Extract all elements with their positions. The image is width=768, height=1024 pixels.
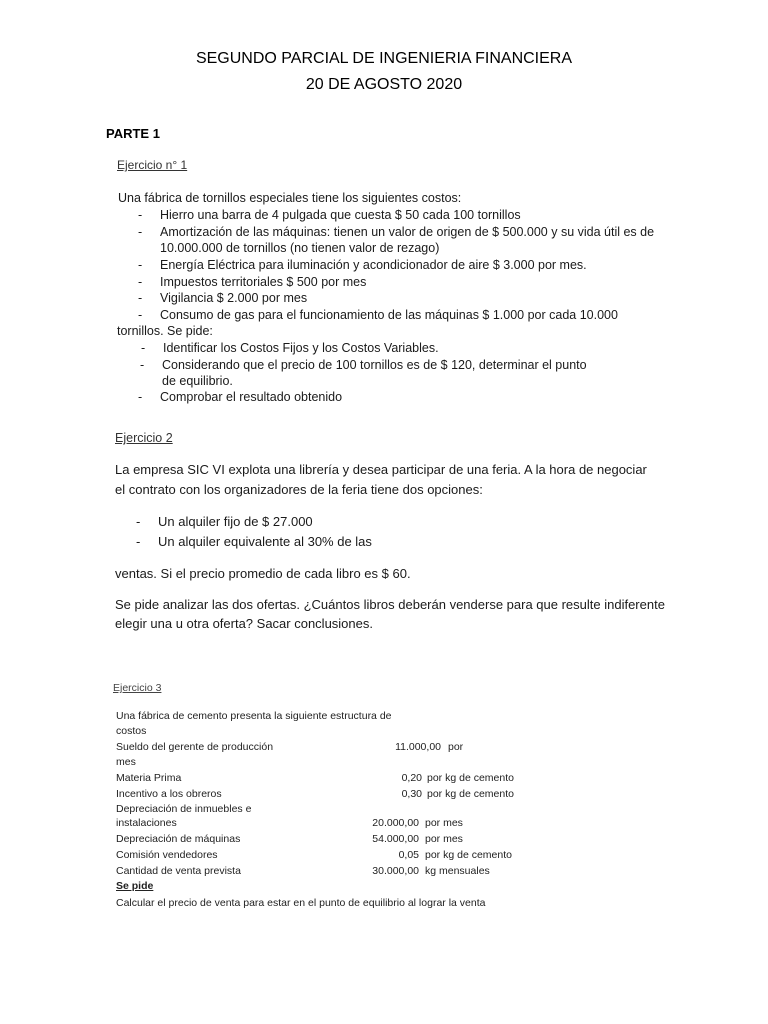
- exercise-3-heading: Ejercicio 3: [113, 682, 162, 694]
- cost-row-label: Sueldo del gerente de producción: [116, 741, 274, 753]
- exercise-2-question-line-2: elegir una u otra oferta? Sacar conclusiones.: [115, 616, 373, 631]
- exercise-1-item: - Consumo de gas para el funcionamiento de las máquinas $ 1.000 por cada 10.000: [138, 308, 618, 322]
- cost-row-label: Materia Prima: [116, 772, 182, 784]
- cost-row-value: 0,20: [401, 772, 422, 784]
- cost-row-label: Incentivo a los obreros: [116, 788, 222, 800]
- exercise-3-se-pide: Se pide: [116, 880, 154, 892]
- cost-row-label: instalaciones: [116, 817, 177, 829]
- cost-row-unit: por mes: [425, 817, 463, 829]
- exercise-1-task: - Comprobar el resultado obtenido: [138, 390, 343, 404]
- cost-row-label: Comisión vendedores: [116, 849, 218, 861]
- cost-row-value: 54.000,00: [372, 833, 419, 845]
- cost-row-label: Depreciación de inmuebles e: [116, 803, 252, 815]
- exercise-1-task-continuation: de equilibrio.: [162, 374, 233, 388]
- exercise-1-item-continuation: 10.000.000 de tornillos (no tienen valor de rezago): [160, 241, 440, 255]
- exercise-1-item: - Impuestos territoriales $ 500 por mes: [138, 275, 367, 289]
- cost-row-unit: por kg de cemento: [425, 849, 512, 861]
- exercise-2-option-1: - Un alquiler fijo de $ 27.000: [136, 514, 313, 529]
- exercise-3-task: Calcular el precio de venta para estar en el punto de equilibrio al lograr la venta: [116, 897, 486, 909]
- exercise-3-intro-line-2: costos: [116, 725, 147, 737]
- exercise-1-heading: Ejercicio n° 1: [117, 158, 188, 172]
- exercise-1-item: - Amortización de las máquinas: tienen un valor de origen de $ 500.000 y su vida útil es de: [138, 225, 655, 239]
- exercise-2-price-paragraph: ventas. Si el precio promedio de cada libro es $ 60.: [115, 566, 411, 581]
- exercise-1-task: - Identificar los Costos Fijos y los Costos Variables.: [141, 341, 439, 355]
- cost-row-value: 30.000,00: [372, 865, 419, 877]
- exercise-1-item: - Energía Eléctrica para iluminación y acondicionador de aire $ 3.000 por mes.: [138, 258, 587, 272]
- cost-row-unit: por mes: [425, 833, 463, 845]
- part-heading: PARTE 1: [106, 126, 160, 141]
- exercise-3-intro-line-1: Una fábrica de cemento presenta la siguiente estructura de: [116, 710, 392, 722]
- exercise-2-question-line-1: Se pide analizar las dos ofertas. ¿Cuántos libros deberán venderse para que resulte indiferente: [115, 597, 665, 612]
- cost-row-value: 0,30: [401, 788, 422, 800]
- exercise-2-paragraph-line-2: el contrato con los organizadores de la feria tiene dos opciones:: [115, 482, 483, 497]
- exercise-2-heading: Ejercicio 2: [115, 431, 173, 445]
- exercise-2-option-2: - Un alquiler equivalente al 30% de las: [136, 534, 372, 549]
- exercise-1-task: - Considerando que el precio de 100 tornillos es de $ 120, determinar el punto: [140, 358, 587, 372]
- exercise-1-se-pide: tornillos. Se pide:: [117, 324, 213, 338]
- exercise-1-item: - Vigilancia $ 2.000 por mes: [138, 291, 308, 305]
- cost-row-value: 11.000,00: [395, 741, 441, 753]
- cost-row-value: 20.000,00: [372, 817, 419, 829]
- cost-row-unit: por kg de cemento: [427, 772, 514, 784]
- document-title-line-2: 20 DE AGOSTO 2020: [305, 76, 463, 93]
- document-title-line-1: SEGUNDO PARCIAL DE INGENIERIA FINANCIERA: [195, 50, 573, 67]
- cost-row-unit: por kg de cemento: [427, 788, 514, 800]
- exercise-2-paragraph-line-1: La empresa SIC VI explota una librería y desea participar de una feria. A la hora de negociar: [115, 462, 647, 477]
- cost-row-label: mes: [116, 756, 136, 768]
- exercise-1-intro: Una fábrica de tornillos especiales tiene los siguientes costos:: [118, 191, 462, 205]
- cost-row-label: Cantidad de venta prevista: [116, 865, 241, 877]
- exercise-1-item: - Hierro una barra de 4 pulgada que cuesta $ 50 cada 100 tornillos: [138, 208, 521, 222]
- cost-row-unit: por: [448, 741, 464, 753]
- cost-row-unit: kg mensuales: [425, 865, 490, 877]
- cost-row-value: 0,05: [398, 849, 419, 861]
- cost-row-label: Depreciación de máquinas: [116, 833, 241, 845]
